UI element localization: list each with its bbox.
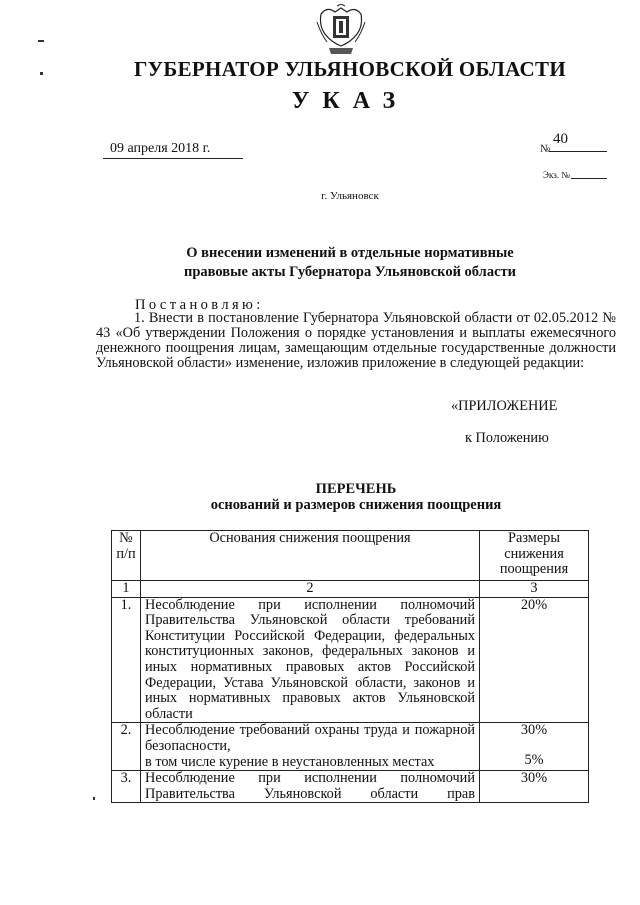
- document-type: УКАЗ: [291, 88, 409, 114]
- scan-mark: [38, 40, 44, 42]
- row-value: 20%: [480, 597, 589, 723]
- row-value-sub: 5%: [524, 751, 544, 768]
- scan-mark: [93, 797, 95, 800]
- document-number: 40: [553, 131, 568, 147]
- document-heading: [160, 244, 540, 282]
- row-value: [480, 723, 589, 771]
- header-grounds: Основания снижения поощрения: [141, 531, 480, 581]
- row-number: 3.: [112, 771, 141, 803]
- column-number: 3: [480, 581, 589, 598]
- appendix-subtitle: к Положению: [465, 430, 549, 446]
- header-sizes: Размеры снижения поощрения: [480, 531, 589, 581]
- heading-line-2: правовые акты Губернатора Ульяновской области: [184, 264, 516, 280]
- column-number: 2: [141, 581, 480, 598]
- table-row: [112, 723, 589, 771]
- table-header-row: [112, 531, 589, 581]
- number-underline: [549, 151, 607, 152]
- document-date: 09 апреля 2018 г.: [110, 141, 211, 156]
- row-grounds: Несоблюдение при исполнении полномочий Правительства Ульяновской области требований Конституции Российской Федерации, федеральных конституционных законов, федеральных законов и иных нормативных правовых актов Российской Федерации, Устава Ульяновской области, законов и иных нормативных правовых актов Ульяновской области: [141, 597, 480, 723]
- column-number: 1: [112, 581, 141, 598]
- row-value-main: 30%: [520, 722, 548, 739]
- reductions-table: [111, 530, 589, 803]
- row-grounds-main: Несоблюдение требований охраны труда и пожарной безопасности,: [145, 722, 475, 754]
- header-number: № п/п: [112, 531, 141, 581]
- row-grounds-sub: в том числе курение в неустановленных местах: [145, 753, 435, 770]
- decree-paragraph: 1. Внести в постановление Губернатора Ульяновской области от 02.05.2012 № 43 «Об утверждении Положения о порядке установления и выплаты ежемесячного денежного поощрения лицам, замещающим отдельные государственные должности Ульяновской области» изменение, изложив приложение в следующей редакции:: [96, 310, 616, 371]
- table-row: [112, 771, 589, 803]
- list-subtitle: оснований и размеров снижения поощрения: [210, 497, 502, 513]
- row-number: 2.: [112, 723, 141, 771]
- row-number: 1.: [112, 597, 141, 723]
- row-grounds: [141, 723, 480, 771]
- copy-number-label: Экз. №: [543, 170, 570, 180]
- number-label: №: [540, 143, 551, 155]
- heading-line-1: О внесении изменений в отдельные нормативные: [186, 245, 514, 261]
- row-value: 30%: [480, 771, 589, 803]
- table-row: [112, 597, 589, 723]
- coat-of-arms-icon: [313, 4, 369, 58]
- appendix-label: «ПРИЛОЖЕНИЕ: [451, 398, 558, 414]
- row-grounds: Несоблюдение при исполнении полномочий Правительства Ульяновской области прав: [141, 771, 480, 803]
- column-number-row: [112, 581, 589, 598]
- copy-number-underline: [571, 178, 607, 179]
- city: г. Ульяновск: [321, 190, 379, 202]
- list-title: ПЕРЕЧЕНЬ: [315, 481, 397, 497]
- decree-word: Постановляю:: [135, 297, 264, 313]
- date-underline: [103, 158, 243, 159]
- issuing-authority: ГУБЕРНАТОР УЛЬЯНОВСКОЙ ОБЛАСТИ: [134, 57, 566, 81]
